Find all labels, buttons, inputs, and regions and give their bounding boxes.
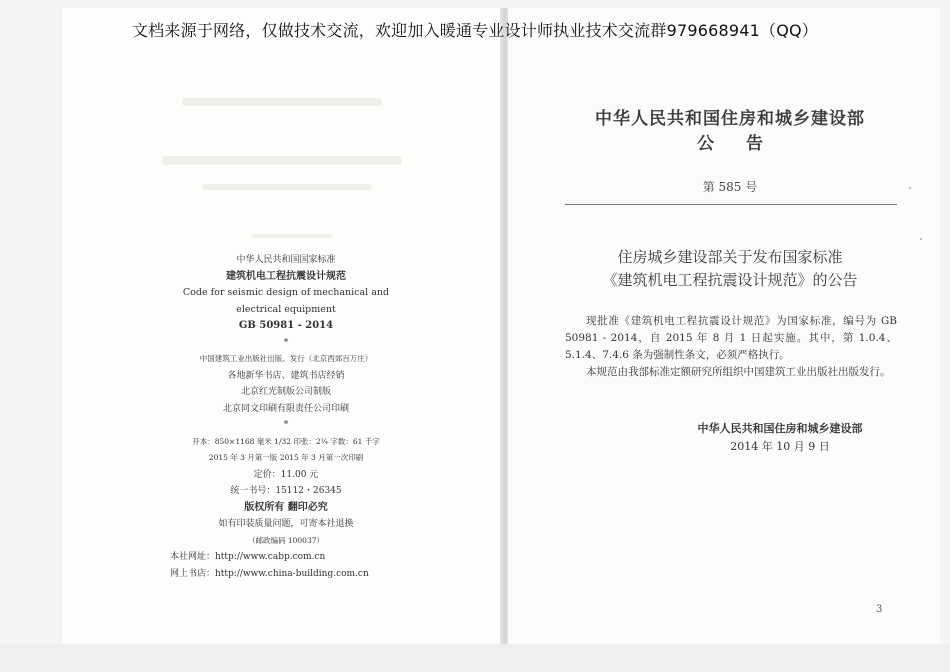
show-through-mark bbox=[182, 98, 382, 106]
publisher-line: 中国建筑工业出版社出版、发行（北京西郊百万庄） bbox=[199, 354, 373, 363]
quality-note: 如有印装质量问题，可寄本社退换 bbox=[218, 519, 354, 529]
page-number: 3 bbox=[876, 604, 883, 615]
announcement-label: 公告 bbox=[697, 134, 795, 154]
announcement-body bbox=[565, 313, 897, 381]
signature-date: 2014 年 10 月 9 日 bbox=[730, 440, 830, 453]
header-rule bbox=[565, 204, 897, 205]
body-paragraph: 本规范由我部标准定额研究所组织中国建筑工业出版社出版发行。 bbox=[586, 366, 891, 378]
show-through-mark bbox=[202, 184, 372, 190]
heading-line-1: 住房城乡建设部关于发布国家标准 bbox=[617, 248, 843, 266]
ministry-title: 中华人民共和国住房和城乡建设部 bbox=[595, 109, 865, 129]
standard-code: GB 50981 - 2014 bbox=[238, 320, 334, 331]
bookstore-line: 网上书店：http://www.china-building.com.cn bbox=[170, 568, 369, 579]
price-line: 定价：11.00 元 bbox=[253, 469, 319, 480]
edition-line: 2015 年 3 月第一版 2015 年 3 月第一次印刷 bbox=[208, 453, 364, 462]
signature-block bbox=[670, 420, 890, 456]
show-through-mark bbox=[162, 156, 402, 165]
colophon bbox=[130, 252, 442, 582]
scan-margin bbox=[0, 644, 950, 672]
body-paragraph: 现批准《建筑机电工程抗震设计规范》为国家标准，编号为 GB 50981 - 2014，自 2015 年 8 月 1 日起实施。其中，第 1.0.4、5.1.4、7.4.6 条为强制性条文，必须严格执行。 bbox=[565, 315, 897, 361]
standard-title-en-1: Code for seismic design of mechanical and bbox=[182, 287, 390, 298]
standard-title-cn: 建筑机电工程抗震设计规范 bbox=[226, 270, 346, 282]
separator-star: * bbox=[283, 337, 289, 348]
printer-line: 北京同文印刷有限责任公司印刷 bbox=[222, 403, 349, 414]
format-line: 开本：850×1168 毫米 1/32 印张：2¼ 字数：61 千字 bbox=[192, 436, 380, 446]
heading-line-2: 《建筑机电工程抗震设计规范》的公告 bbox=[602, 271, 858, 289]
isbn-line: 统一书号：15112・26345 bbox=[230, 486, 342, 496]
show-through-mark bbox=[252, 234, 332, 238]
standard-series: 中华人民共和国国家标准 bbox=[236, 255, 336, 265]
announcement-heading bbox=[565, 246, 895, 292]
signature-org: 中华人民共和国住房和城乡建设部 bbox=[697, 422, 863, 435]
website-line: 本社网址：http://www.cabp.com.cn bbox=[170, 552, 326, 562]
typesetter-line: 北京红光制版公司制版 bbox=[240, 387, 331, 397]
announcement-number: 第 585 号 bbox=[702, 180, 758, 194]
source-banner: 文档来源于网络，仅做技术交流，欢迎加入暖通专业设计师执业技术交流群979668941（QQ） bbox=[131, 21, 818, 40]
separator-star: * bbox=[283, 420, 289, 430]
copyright-line: 版权所有 翻印必究 bbox=[244, 501, 328, 513]
scan-speck bbox=[920, 238, 922, 240]
standard-title-en-2: electrical equipment bbox=[236, 303, 336, 315]
distributor-line: 各地新华书店、建筑书店经销 bbox=[227, 370, 345, 381]
scan-speck bbox=[909, 187, 911, 189]
postcode-line: （邮政编码 100037） bbox=[247, 535, 324, 545]
